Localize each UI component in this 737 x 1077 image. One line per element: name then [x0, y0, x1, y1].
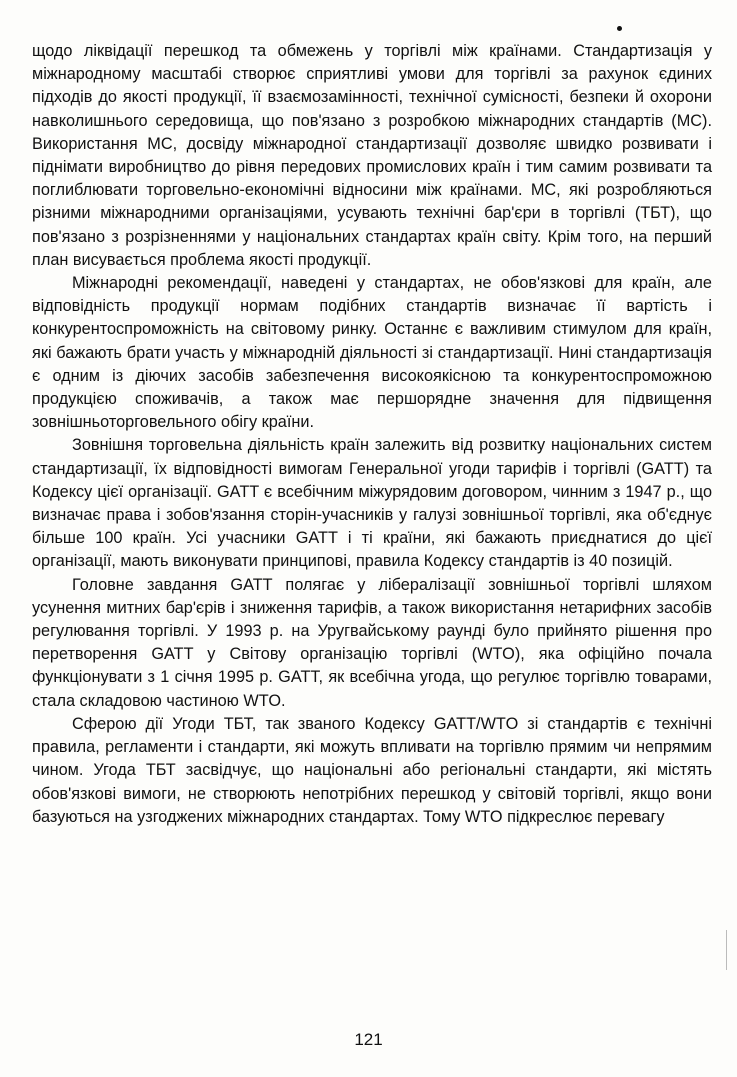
paragraph-2: Міжнародні рекомендації, наведені у стандартах, не обов'язкові для країн, але відповідність продукції нормам подібних стандартів визначає її вартість і конкурентоспроможність на світовому ринку. Останнє є важливим стимулом для країн, які бажають брати участь у міжнародній діяльності зі стандартизації. Нині стандартизація є одним із діючих засобів забезпечення високоякісною та конкурентоспроможною продукцією споживачів, а також має першорядне значення для підвищення зовнішньоторговельного обігу країни.: [32, 274, 712, 432]
paragraph-1: щодо ліквідації перешкод та обмежень у торгівлі між країнами. Стандартизація у міжнародному масштабі створює сприятливі умови для торгівлі за рахунок єдиних підходів до якості продукції, її взаємозамінності, технічної сумісності, безпеки й охорони навколишнього середовища, що пов'язано з розробкою міжнародних стандартів (МС). Використання МС, досвіду міжнародної стандартизації дозволяє швидко розвивати і піднімати виробництво до рівня передових промислових країн і тим самим розвивати та поглиблювати торговельно-економічні відносини між країнами. МС, які розробляються різними міжнародними організаціями, усувають технічні бар'єри в торгівлі (ТБТ), що пов'язано з розрізненнями у національних стандартах країн світу. Крім того, на перший план висувається проблема якості продукції.: [32, 42, 712, 269]
body-text: [32, 40, 712, 829]
page-number: 121: [354, 1030, 383, 1049]
print-dot-mark: [617, 26, 622, 31]
scan-edge-mark: [726, 930, 727, 970]
paragraph-5: Сферою дії Угоди ТБТ, так званого Кодексу GATT/WTO зі стандартів є технічні правила, регламенти і стандарти, які можуть впливати на торгівлю прямим чи непрямим чином. Угода ТБТ засвідчує, що національні або регіональні стандарти, які містять обов'язкові вимоги, не створюють непотрібних перешкод у світовій торгівлі, якщо вони базуються на узгоджених міжнародних стандартах. Тому WTO підкреслює перевагу: [32, 714, 712, 826]
paragraph-3: Зовнішня торговельна діяльність країн залежить від розвитку національних систем стандартизації, їх відповідності вимогам Генеральної угоди тарифів і торгівлі (GATT) та Кодексу цієї організації. GATT є всебічним міжурядовим договором, чинним з 1947 р., що визначає права і зобов'язання сторін-учасників у галузі зовнішньої торгівлі, яка об'єднує більше 100 країн. Усі учасники GATT і ті країни, які бажають приєднатися до цієї організації, мають виконувати принципові, правила Кодексу стандартів із 40 позицій.: [32, 436, 712, 571]
paragraph-4: Головне завдання GATT полягає у лібералізації зовнішньої торгівлі шляхом усунення митних бар'єрів і зниження тарифів, а також використання нетарифних засобів регулювання торгівлі. У 1993 р. на Уругвайському раунді було прийнято рішення про перетворення GATT у Світову організацію торгівлі (WTO), яка офіційно почала функціонувати з 1 січня 1995 р. GATT, як всебічна угода, що регулює торгівлю товарами, стала складовою частиною WTO.: [32, 575, 712, 710]
